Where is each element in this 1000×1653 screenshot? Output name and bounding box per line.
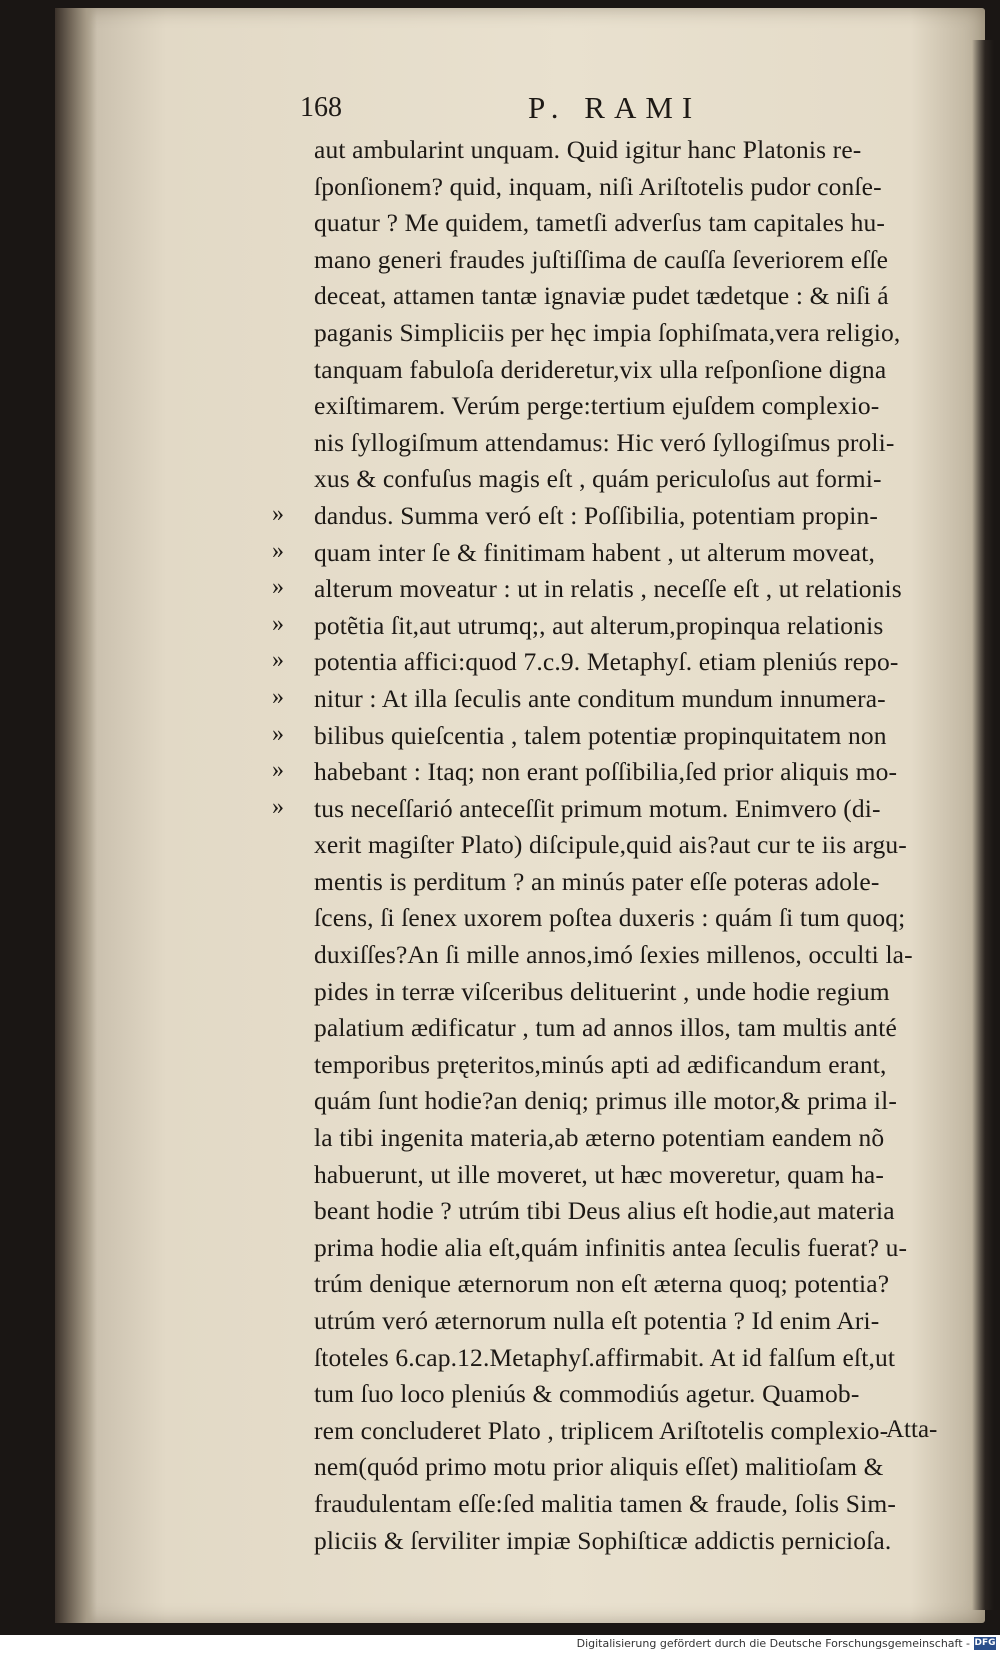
line-text: utrúm veró æternorum nulla eſt potentia ? Id enim Ari- bbox=[314, 1306, 880, 1335]
line-text: habuerunt, ut ille moveret, ut hæc moveretur, quam ha- bbox=[314, 1159, 885, 1189]
catchword: Atta- bbox=[886, 1416, 938, 1443]
quote-mark: » bbox=[272, 500, 285, 527]
line-text: pliciis & ſerviliter impiæ Sophiſticæ addictis pernicioſa. bbox=[314, 1525, 892, 1555]
text-line bbox=[278, 1416, 938, 1453]
running-head: P. RAMI bbox=[528, 90, 702, 125]
text-line bbox=[278, 391, 938, 428]
line-text: habebant : Itaq; non erant poſſibilia,ſed prior aliquis mo- bbox=[314, 757, 898, 787]
text-line bbox=[278, 977, 938, 1014]
line-text: beant hodie ? utrúm tibi Deus alius eſt hodie,aut materia bbox=[314, 1196, 895, 1226]
text-line bbox=[278, 245, 938, 282]
quote-mark: » bbox=[272, 610, 285, 637]
line-text: potẽtia ſit,aut utrumq;, aut alterum,propinqua relationis bbox=[314, 610, 884, 640]
line-text: bilibus quieſcentia , talem potentiæ propinquitatem non bbox=[314, 720, 887, 750]
text-line bbox=[278, 1379, 938, 1416]
line-text: ſtoteles 6.cap.12.Metaphyſ.affirmabit. At id falſum eſt,ut bbox=[314, 1342, 896, 1372]
text-line bbox=[278, 1489, 938, 1526]
line-text: quám ſunt hodie?an deniq; primus ille motor,& prima il- bbox=[314, 1086, 897, 1116]
text-line bbox=[278, 1269, 938, 1306]
text-line bbox=[278, 355, 938, 392]
line-text: ſcens, ſi ſenex uxorem poſtea duxeris : quám ſi tum quoq; bbox=[314, 903, 906, 933]
text-line bbox=[278, 281, 938, 318]
text-line bbox=[272, 574, 938, 611]
line-text: fraudulentam eſſe:ſed malitia tamen & fraude, ſolis Sim- bbox=[314, 1488, 896, 1518]
text-line bbox=[278, 135, 938, 172]
quote-mark: » bbox=[272, 647, 285, 674]
line-text: alterum moveatur : ut in relatis , neceſſe eſt , ut relationis bbox=[314, 574, 902, 604]
line-text: mano generi fraudes juſtiſſima de cauſſa ſeveriorem eſſe bbox=[314, 244, 889, 274]
line-text: exiſtimarem. Verúm perge:tertium ejuſdem complexio- bbox=[314, 391, 880, 421]
text-line bbox=[278, 172, 938, 209]
line-text: xus & confuſus magis eſt , quám periculoſus aut formi- bbox=[314, 464, 882, 494]
footer-credit: Digitalisierung gefördert durch die Deutsche Forschungsgemeinschaft - bbox=[576, 1637, 970, 1650]
text-line bbox=[278, 940, 938, 977]
line-text: mentis is perditum ? an minús pater eſſe poteras adole- bbox=[314, 866, 880, 896]
text-line bbox=[272, 647, 938, 684]
text-line bbox=[278, 867, 938, 904]
page-number: 168 bbox=[300, 92, 342, 123]
text-line bbox=[278, 903, 938, 940]
text-line bbox=[278, 208, 938, 245]
line-text: trúm denique æternorum non eſt æterna quoq; potentia? bbox=[314, 1269, 890, 1299]
text-line bbox=[272, 793, 938, 831]
line-text: nis ſyllogiſmum attendamus: Hic veró ſyllogiſmus proli- bbox=[314, 427, 895, 457]
text-line bbox=[278, 1123, 938, 1160]
body-text bbox=[272, 135, 938, 1562]
book-gutter bbox=[55, 8, 97, 1623]
text-line bbox=[278, 1050, 938, 1087]
line-text: pides in terræ viſceribus delituerint , unde hodie regium bbox=[314, 976, 890, 1006]
line-text: tanquam fabuloſa derideretur,vix ulla reſponſione digna bbox=[314, 354, 887, 384]
line-text: temporibus pręteritos,minús apti ad ædificandum erant, bbox=[314, 1049, 887, 1079]
text-line bbox=[272, 537, 938, 575]
text-line bbox=[272, 720, 938, 758]
line-text: quam inter ſe & finitimam habent , ut alterum moveat, bbox=[314, 537, 876, 567]
line-text: nitur : At illa ſeculis ante conditum mundum innumera- bbox=[314, 683, 886, 713]
text-line bbox=[272, 757, 938, 794]
line-text: la tibi ingenita materia,ab æterno potentiam eandem nõ bbox=[314, 1123, 885, 1153]
line-text: prima hodie alia eſt,quám infinitis antea ſeculis fuerat? u- bbox=[314, 1232, 908, 1262]
line-text: deceat, attamen tantæ ignaviæ pudet tædetque : & niſi á bbox=[314, 281, 889, 311]
line-text: duxiſſes?An ſi mille annos,imó ſexies millenos, occulti la- bbox=[314, 940, 913, 970]
quote-mark: » bbox=[272, 683, 285, 710]
line-text: xerit magiſter Plato) diſcipule,quid ais?aut cur te iis argu- bbox=[314, 830, 907, 860]
line-text: potentia affici:quod 7.c.9. Metaphyſ. etiam pleniús repo- bbox=[314, 647, 899, 677]
line-text: ſponſionem? quid, inquam, niſi Ariſtotelis pudor conſe- bbox=[314, 171, 882, 201]
text-line bbox=[278, 464, 938, 501]
page-header bbox=[300, 92, 940, 138]
text-line bbox=[278, 1160, 938, 1197]
quote-mark: » bbox=[272, 793, 285, 820]
text-line bbox=[278, 318, 938, 355]
text-line bbox=[278, 1013, 938, 1050]
text-line bbox=[272, 500, 938, 538]
line-text: tum ſuo loco pleniús & commodiús agetur. Quamob- bbox=[314, 1379, 860, 1409]
text-line bbox=[278, 428, 938, 465]
text-line bbox=[278, 1452, 938, 1489]
text-line bbox=[278, 1526, 938, 1563]
text-line bbox=[278, 1343, 938, 1380]
dfg-logo: DFG bbox=[974, 1638, 996, 1648]
text-line bbox=[278, 1196, 938, 1233]
page-edge-shadow bbox=[972, 40, 994, 1610]
line-text: aut ambularint unquam. Quid igitur hanc Platonis re- bbox=[314, 135, 862, 164]
line-text: rem concluderet Plato , triplicem Ariſtotelis complexio- bbox=[314, 1415, 889, 1445]
text-line bbox=[278, 1233, 938, 1270]
line-text: paganis Simpliciis per hęc impia ſophiſmata,vera religio, bbox=[314, 317, 901, 347]
line-text: dandus. Summa veró eſt : Poſſibilia, potentiam propin- bbox=[314, 500, 879, 530]
line-text: palatium ædificatur , tum ad annos illos, tam multis anté bbox=[314, 1013, 897, 1043]
quote-mark: » bbox=[272, 720, 285, 747]
text-line bbox=[278, 830, 938, 867]
line-text: quatur ? Me quidem, tametſi adverſus tam capitales hu- bbox=[314, 208, 886, 238]
text-line bbox=[272, 610, 938, 648]
line-text: nem(quód primo motu prior aliquis eſſet) malitioſam & bbox=[314, 1452, 884, 1482]
quote-mark: » bbox=[272, 537, 285, 564]
text-line bbox=[278, 1306, 938, 1343]
line-text: tus neceſſarió anteceſſit primum motum. Enimvero (di- bbox=[314, 793, 881, 823]
quote-mark: » bbox=[272, 757, 285, 784]
text-line bbox=[272, 683, 938, 721]
quote-mark: » bbox=[272, 574, 285, 601]
text-line bbox=[278, 1086, 938, 1123]
